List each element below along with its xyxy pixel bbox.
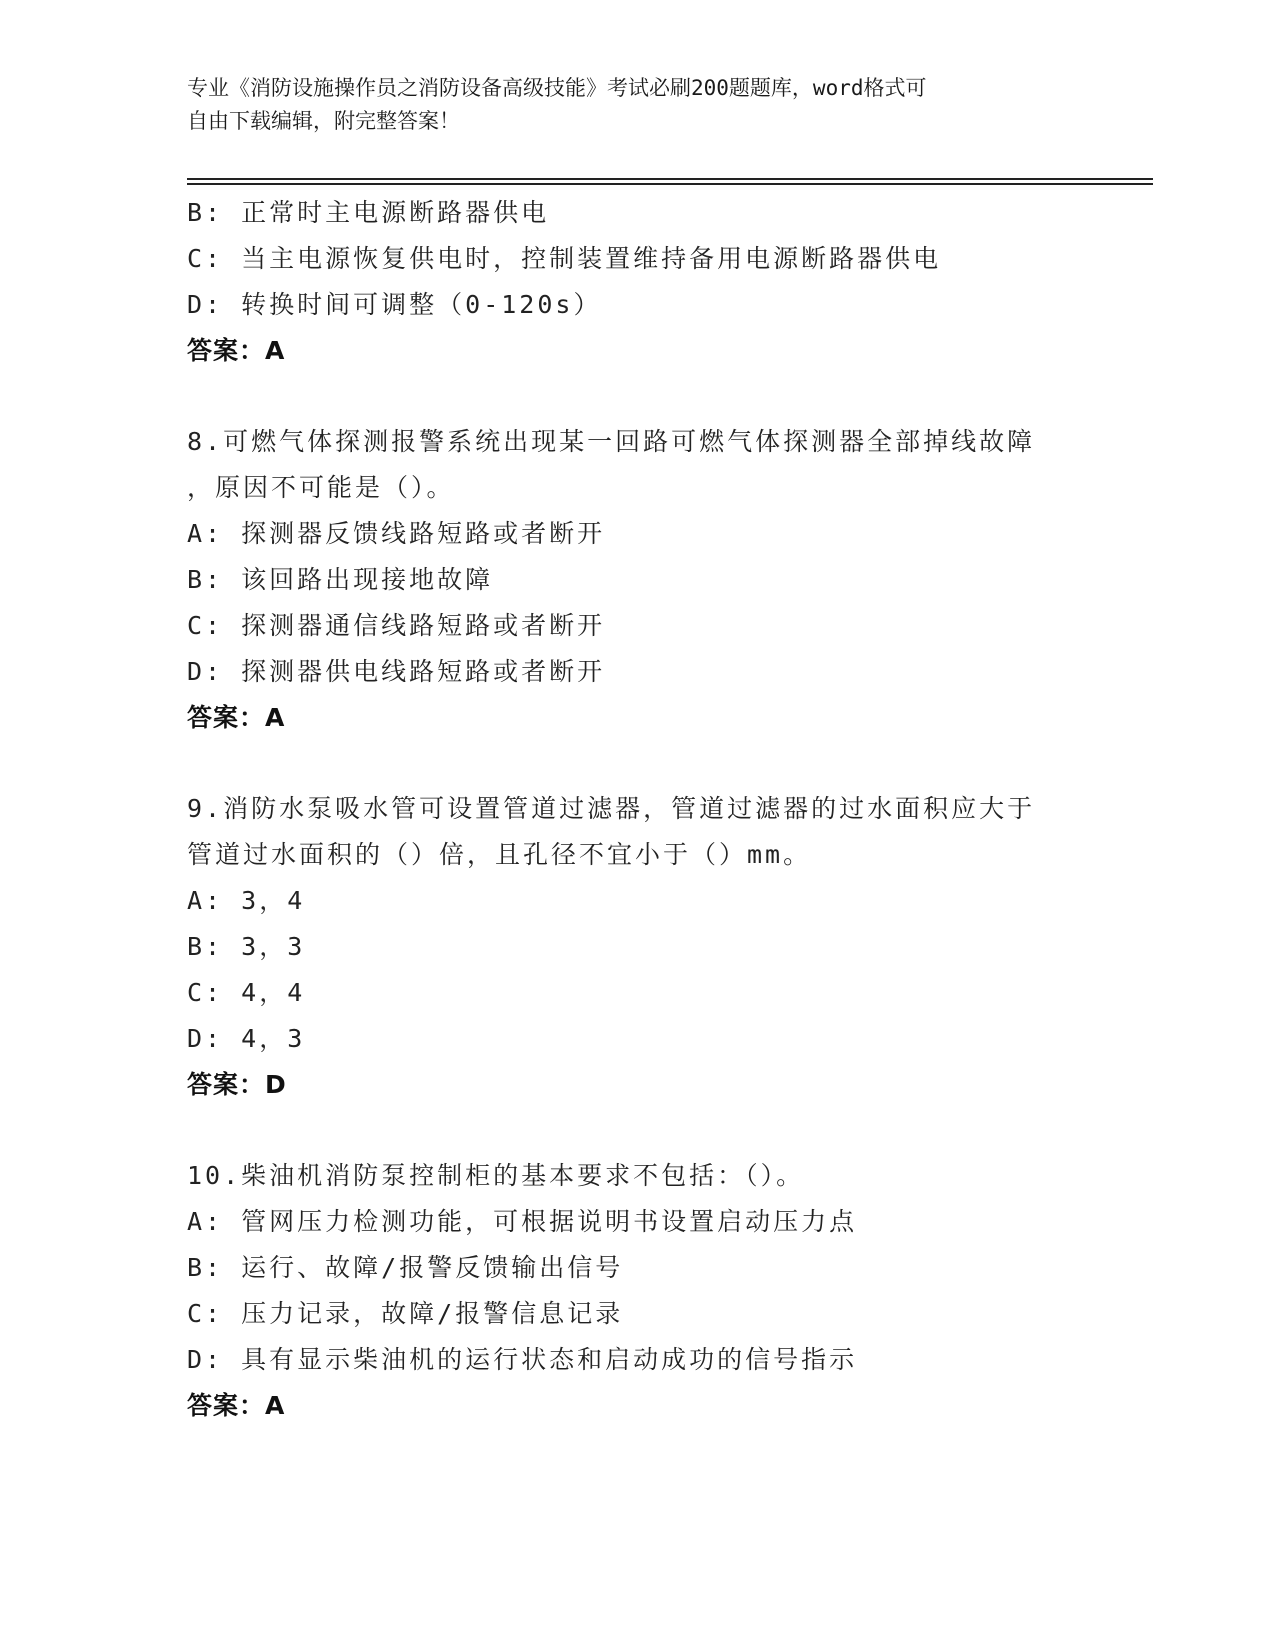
spacer [187,1108,1087,1153]
q8-option-d: D: 探测器供电线路短路或者断开 [187,657,606,686]
q7-option-b: B: 正常时主电源断路器供电 [187,198,550,227]
q9-option-b: B: 3，3 [187,932,306,961]
q10-option-c: C: 压力记录，故障/报警信息记录 [187,1299,624,1328]
q10-option-d: D: 具有显示柴油机的运行状态和启动成功的信号指示 [187,1345,858,1374]
q8-option-b: B: 该回路出现接地故障 [187,565,494,594]
q9-question-line-1: 9.消防水泵吸水管可设置管道过滤器，管道过滤器的过水面积应大于 [187,794,1036,823]
q8-question-line-1: 8.可燃气体探测报警系统出现某一回路可燃气体探测器全部掉线故障 [187,427,1036,456]
header-divider-top [187,178,1153,180]
q9-option-d: D: 4，3 [187,1024,306,1053]
q7-option-d: D: 转换时间可调整（0-120s） [187,290,602,319]
q7-answer: 答案：A [187,336,286,365]
q9-answer: 答案：D [187,1070,287,1099]
question-8-block [187,419,1087,741]
spacer [187,374,1087,419]
q8-option-c: C: 探测器通信线路短路或者断开 [187,611,606,640]
q9-option-c: C: 4，4 [187,978,306,1007]
spacer [187,741,1087,786]
q10-question-line-1: 10.柴油机消防泵控制柜的基本要求不包括：（）。 [187,1161,805,1190]
q9-question-line-2: 管道过水面积的（）倍，且孔径不宜小于（）mm。 [187,840,812,869]
document-header [187,72,1087,138]
header-line-2: 自由下载编辑，附完整答案！ [187,109,460,133]
q10-option-b: B: 运行、故障/报警反馈输出信号 [187,1253,624,1282]
header-line-1: 专业《消防设施操作员之消防设备高级技能》考试必刷200题题库，word格式可 [187,76,927,100]
q8-option-a: A: 探测器反馈线路短路或者断开 [187,519,606,548]
header-divider-bottom [187,183,1153,185]
question-10-block [187,1153,1087,1429]
question-7-block [187,190,1087,374]
q10-answer: 答案：A [187,1391,286,1420]
q8-answer: 答案：A [187,703,286,732]
q8-question-line-2: ，原因不可能是（）。 [187,473,455,502]
document-body [187,190,1087,1429]
q9-option-a: A: 3，4 [187,886,306,915]
q10-option-a: A: 管网压力检测功能，可根据说明书设置启动压力点 [187,1207,858,1236]
question-9-block [187,786,1087,1108]
q7-option-c: C: 当主电源恢复供电时，控制装置维持备用电源断路器供电 [187,244,942,273]
